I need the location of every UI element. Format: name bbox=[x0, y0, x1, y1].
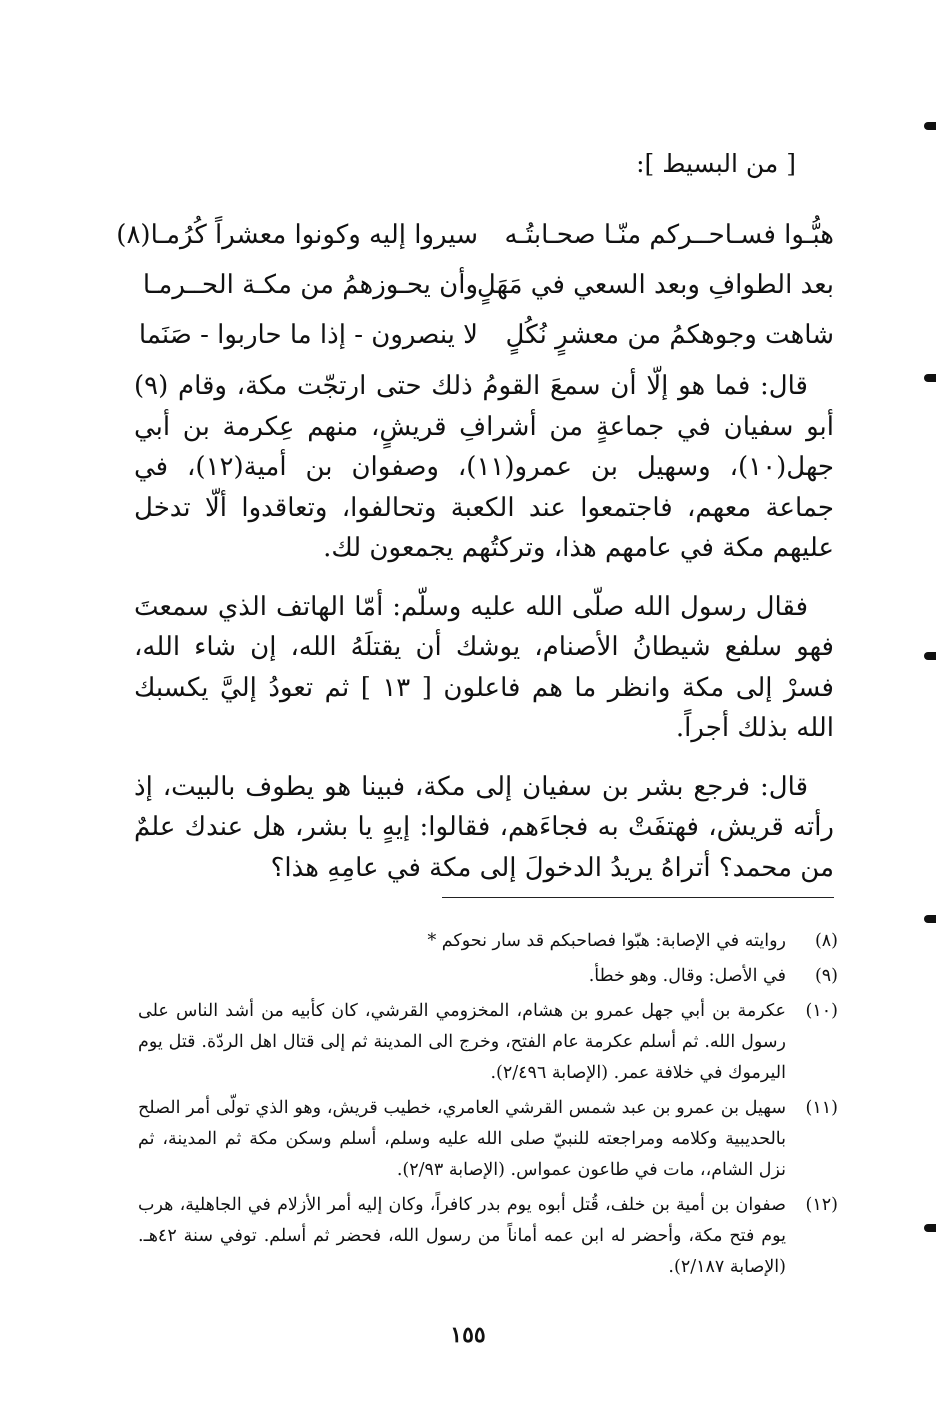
poetic-meter-label: [ من البسيط ]: bbox=[636, 149, 796, 178]
footnote-number: (١١) bbox=[805, 1098, 838, 1118]
footnotes bbox=[138, 926, 838, 1287]
verse-first-hemistich: بعد الطوافِ وبعد السعي في مَهَلٍ bbox=[476, 270, 834, 300]
main-text bbox=[134, 366, 834, 906]
verse-first-hemistich: هبُّـوا فسـاحــركم منّـا صحـابتُـه bbox=[504, 220, 834, 250]
footnote-number: (٩) bbox=[814, 966, 838, 986]
scan-edge-mark bbox=[924, 652, 936, 660]
footnote bbox=[138, 1190, 838, 1283]
verse-first-hemistich: شاهت وجوهكمُ من معشرٍ نُكُلٍ bbox=[505, 320, 834, 350]
footnote bbox=[138, 996, 838, 1089]
page-number: ١٥٥ bbox=[450, 1322, 486, 1348]
scan-edge-mark bbox=[924, 1224, 936, 1232]
poem-verses bbox=[116, 210, 834, 360]
paragraph: قال: فما هو إلّا أن سمعَ القومُ ذلك حتى ارتجّت مكة، وقام (٩) أبو سفيان في جماعةٍ من أشرافِ قريشٍ، منهم عِكرمة بن أبي جهل(١٠)، وسهيل بن عمرو(١١)، وصفوان بن أمية(١٢)، في جماعة معهم، فاجتمعوا عند الكعبة وتحالفوا، وتعاقدوا ألّا تدخل عليهم مكة في عامهم هذا، وتركتُهم يجمعون لك. bbox=[134, 371, 834, 563]
verse-line bbox=[138, 310, 834, 360]
footnote-number: (٨) bbox=[814, 931, 838, 951]
scan-edge-mark bbox=[924, 374, 936, 382]
footnote-text: عكرمة بن أبي جهل عمرو بن هشام، المخزومي القرشي، كان كأبيه من أشد الناس على رسول الله. ثم أسلم عكرمة عام الفتح، وخرج الى المدينة ثم إلى قتال اهل الردّة. قتل يوم اليرموك في خلافة عمر. (الإصابة ٢/٤٩٦). bbox=[138, 1001, 786, 1083]
footnote-text: في الأصل: وقال. وهو خطأ. bbox=[588, 966, 786, 986]
scan-edge-mark bbox=[924, 122, 936, 130]
footnote-number: (١٢) bbox=[805, 1195, 838, 1215]
verse-line bbox=[138, 260, 834, 310]
footnote-text: روايته في الإصابة: هبّوا فصاحبكم قد سار نحوكم * bbox=[427, 931, 786, 951]
footnote-number: (١٠) bbox=[805, 1001, 838, 1021]
footnote bbox=[138, 961, 838, 992]
paragraph: قال: فرجع بشر بن سفيان إلى مكة، فبينا هو يطوف بالبيت، إذ رأته قريش، فهتفَتْ به فجاءَهم، فقالوا: إيهٍ يا بشر، هل عندك علمٌ من محمد؟ أتراهُ يريدُ الدخولَ إلى مكة في عامِهِ هذا؟ bbox=[134, 771, 834, 883]
footnote bbox=[138, 1093, 838, 1186]
verse-second-hemistich: لا ينصرون - إذا ما حاربوا - صَنَما bbox=[138, 320, 478, 350]
paragraph: فقال رسول الله صلّى الله عليه وسلّم: أمّا الهاتف الذي سمعتَ فهو سلفع شيطانُ الأصنام، يوشك أن يقتلَهُ الله، إن شاء الله، فسرْ إلى مكة وانظر ما هم فاعلون [ ١٣ ] ثم تعودُ إليَّ يكسبك الله بذلك أجراً. bbox=[134, 591, 834, 743]
footnote-text: صفوان بن أمية بن خلف، قُتل أبوه يوم بدر كافراً، وكان إليه أمر الأزلام في الجاهلية، هرب يوم فتح مكة، وأحضر له ابن عمه أماناً من رسول الله، فحضر ثم أسلم. توفي سنة ٤٢هـ. (الإصابة ٢/١٨٧). bbox=[138, 1195, 786, 1277]
verse-second-hemistich: وأن يحـوزهمُ من مكـة الحــرمـا bbox=[142, 270, 478, 300]
footnote-text: سهيل بن عمرو بن عبد شمس القرشي العامري، خطيب قريش، وهو الذي تولّى أمر الصلح بالحديبية وكلامه ومراجعته للنبيّ صلى الله عليه وسلم، أسلم وسكن مكة ثم المدينة، ثم نزل الشام،، مات في طاعون عمواس. (الإصابة ٢/٩٣). bbox=[138, 1098, 786, 1180]
verse-line bbox=[116, 210, 834, 260]
scan-edge-mark bbox=[924, 915, 936, 923]
verse-second-hemistich: سيروا إليه وكونوا معشراً كُرُمـا(٨) bbox=[116, 220, 478, 250]
footnote bbox=[138, 926, 838, 957]
footnote-divider bbox=[442, 897, 834, 898]
